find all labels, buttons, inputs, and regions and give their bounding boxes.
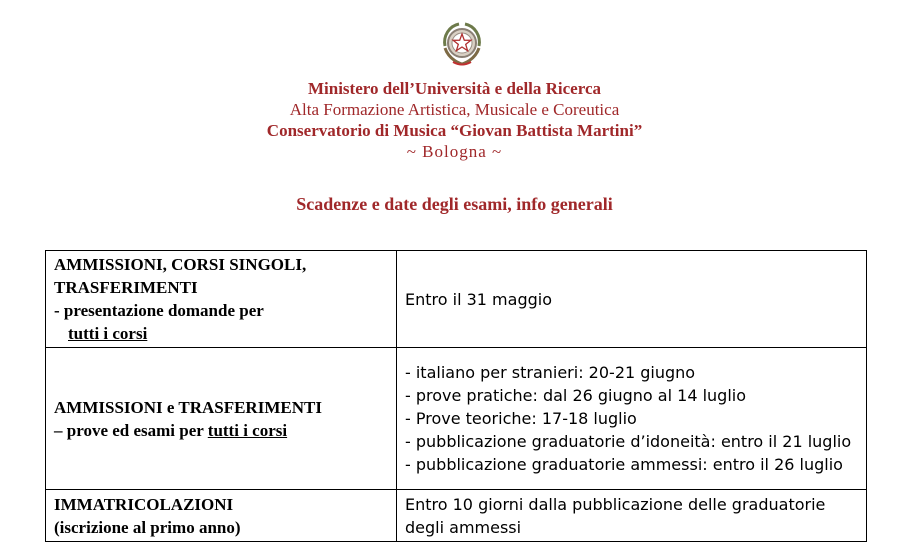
row-label-cell — [46, 348, 397, 490]
conservatory-name: Conservatorio di Musica “Giovan Battista Martini” — [266, 121, 643, 140]
row-label-line: AMMISSIONI, CORSI SINGOLI, — [54, 255, 307, 274]
row-label-line — [54, 322, 390, 345]
row-label-cell — [46, 490, 397, 542]
row-label-line: AMMISSIONI e TRASFERIMENTI — [54, 397, 322, 417]
italian-republic-emblem-icon — [437, 18, 487, 68]
row-label-text: – prove ed esami per — [54, 420, 208, 440]
row-label-line: TRASFERIMENTI — [54, 278, 198, 297]
ministry-name: Ministero dell’Università e della Ricerca — [307, 79, 602, 98]
row-label-line: (iscrizione al primo anno) — [54, 517, 241, 537]
list-item: - italiano per stranieri: 20-21 giugno — [405, 363, 696, 382]
department-name: Alta Formazione Artistica, Musicale e Coreutica — [289, 100, 620, 119]
table-row — [46, 348, 867, 490]
row-value-cell — [397, 348, 867, 490]
table-row — [46, 490, 867, 542]
table-row — [46, 251, 867, 348]
list-item: - Prove teoriche: 17-18 luglio — [405, 409, 637, 428]
city-name: ~ Bologna ~ — [406, 142, 503, 161]
list-item: - pubblicazione graduatorie ammessi: entro il 26 luglio — [405, 455, 843, 474]
row-value-cell: Entro 10 giorni dalla pubblicazione delle graduatorie degli ammessi — [397, 490, 867, 542]
institution-header — [0, 78, 909, 162]
row-label-line: IMMATRICOLAZIONI — [54, 494, 234, 514]
row-value-cell: Entro il 31 maggio — [397, 251, 867, 348]
row-label-line — [54, 419, 390, 442]
list-item: - pubblicazione graduatorie d’idoneità: entro il 21 luglio — [405, 432, 852, 451]
list-item: - prove pratiche: dal 26 giugno al 14 luglio — [405, 386, 746, 405]
row-label-cell — [46, 251, 397, 348]
deadlines-table — [45, 250, 867, 542]
underlined-text: tutti i corsi — [207, 420, 288, 440]
document-title: Scadenze e date degli esami, info generali — [296, 194, 613, 214]
underlined-text: tutti i corsi — [68, 324, 148, 343]
row-label-line: - presentazione domande per — [54, 301, 264, 320]
